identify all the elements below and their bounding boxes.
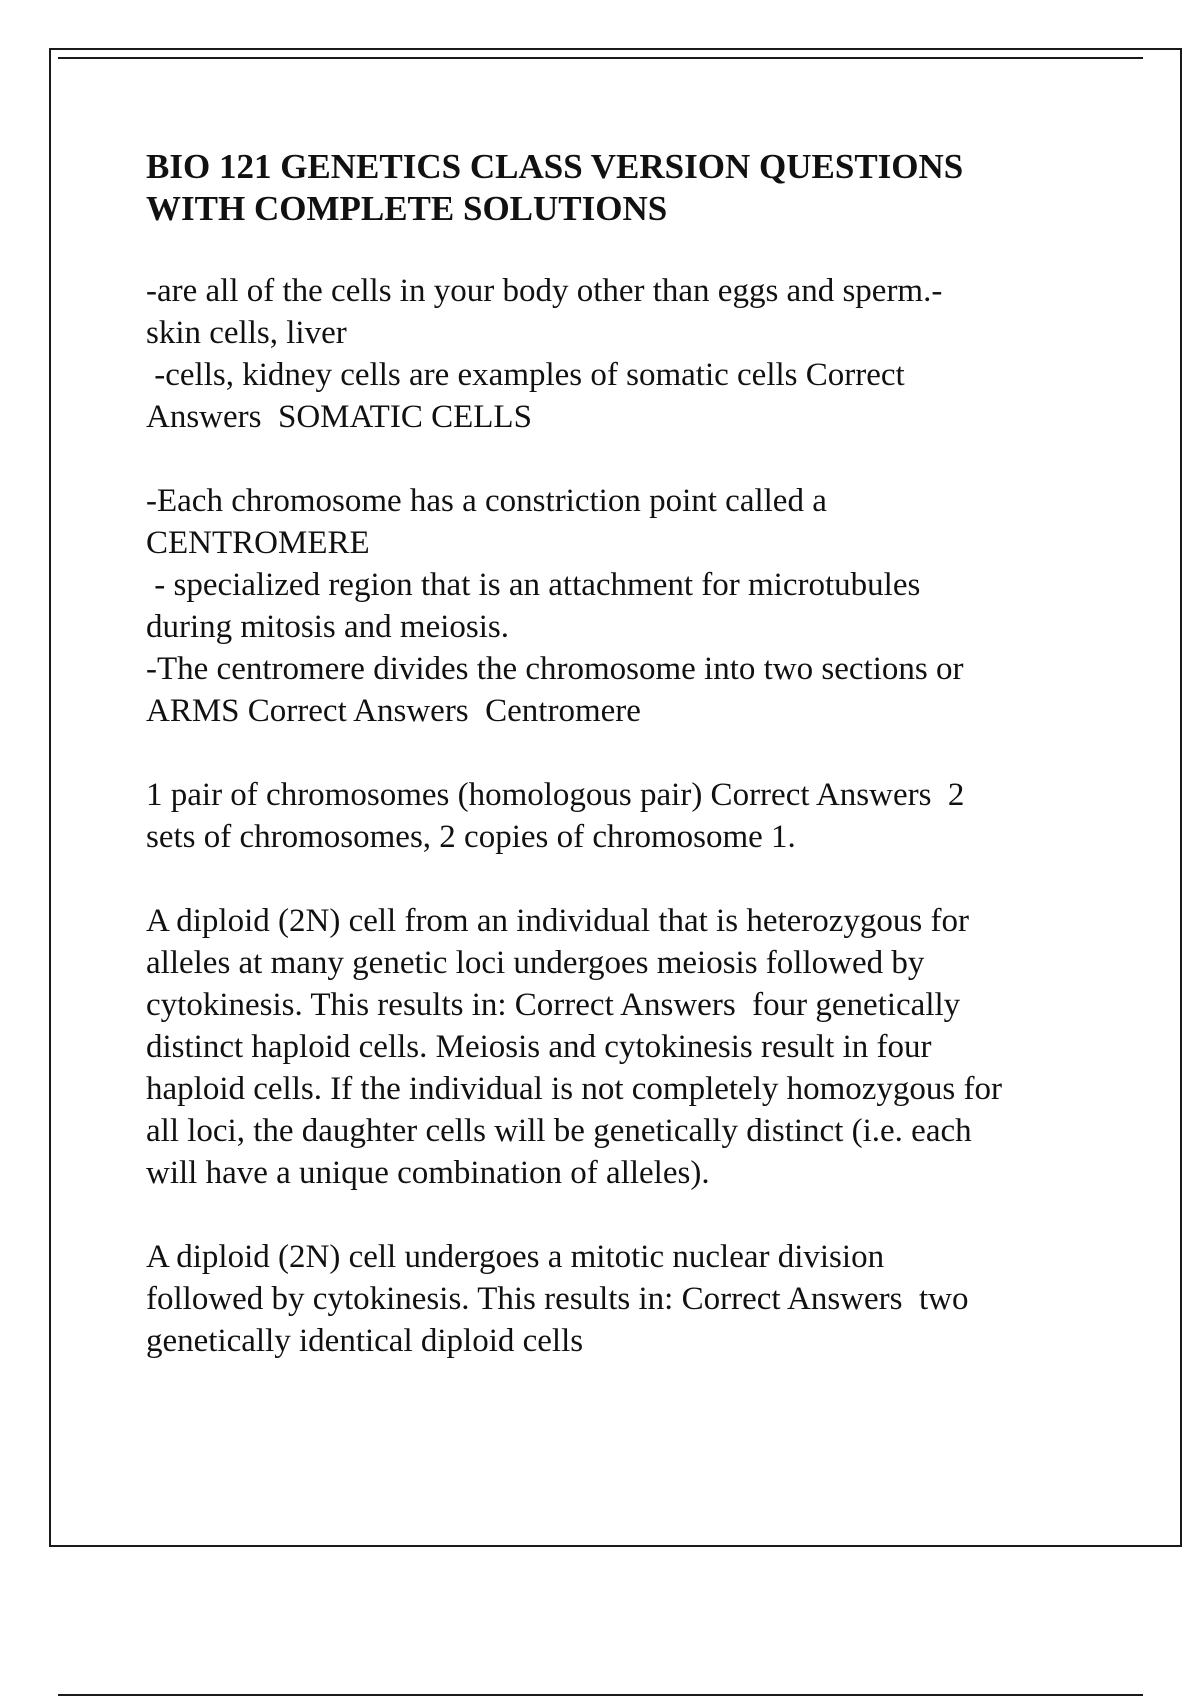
qa-block-homologous-pair xyxy=(146,774,1106,858)
bottom-rule xyxy=(58,1694,1143,1696)
qa-line: CENTROMERE xyxy=(146,525,370,561)
qa-block-somatic-cells xyxy=(146,270,1106,438)
qa-line: haploid cells. If the individual is not completely homozygous for xyxy=(146,1071,1003,1107)
qa-line: cytokinesis. This results in: Correct Answers four genetically xyxy=(146,987,961,1023)
qa-line: -The centromere divides the chromosome into two sections or xyxy=(146,651,964,687)
qa-line: ARMS Correct Answers Centromere xyxy=(146,693,641,729)
title-line: WITH COMPLETE SOLUTIONS xyxy=(146,189,668,228)
qa-line: during mitosis and meiosis. xyxy=(146,609,509,645)
qa-line: alleles at many genetic loci undergoes meiosis followed by xyxy=(146,945,925,981)
title-line: BIO 121 GENETICS CLASS VERSION QUESTIONS xyxy=(146,147,964,186)
qa-line: sets of chromosomes, 2 copies of chromosome 1. xyxy=(146,819,796,855)
qa-line: -Each chromosome has a constriction point called a xyxy=(146,483,827,519)
qa-block-centromere xyxy=(146,480,1106,732)
qa-line: will have a unique combination of alleles). xyxy=(146,1155,710,1191)
qa-line: Answers SOMATIC CELLS xyxy=(146,399,532,435)
qa-line: - specialized region that is an attachment for microtubules xyxy=(146,567,921,603)
qa-line: all loci, the daughter cells will be genetically distinct (i.e. each xyxy=(146,1113,972,1149)
qa-line: A diploid (2N) cell undergoes a mitotic nuclear division xyxy=(146,1239,885,1275)
qa-line: genetically identical diploid cells xyxy=(146,1323,584,1359)
qa-line: followed by cytokinesis. This results in: Correct Answers two xyxy=(146,1281,969,1317)
qa-block-meiosis xyxy=(146,900,1106,1194)
qa-line: -cells, kidney cells are examples of somatic cells Correct xyxy=(146,357,905,393)
qa-block-mitosis xyxy=(146,1236,1106,1362)
qa-line: skin cells, liver xyxy=(146,315,347,351)
qa-line: 1 pair of chromosomes (homologous pair) Correct Answers 2 xyxy=(146,777,965,813)
qa-line: distinct haploid cells. Meiosis and cytokinesis result in four xyxy=(146,1029,932,1065)
document-title xyxy=(146,146,1106,230)
qa-line: -are all of the cells in your body other than eggs and sperm.- xyxy=(146,273,943,309)
qa-line: A diploid (2N) cell from an individual that is heterozygous for xyxy=(146,903,969,939)
document-content xyxy=(146,146,1106,1404)
top-rule xyxy=(58,57,1143,59)
